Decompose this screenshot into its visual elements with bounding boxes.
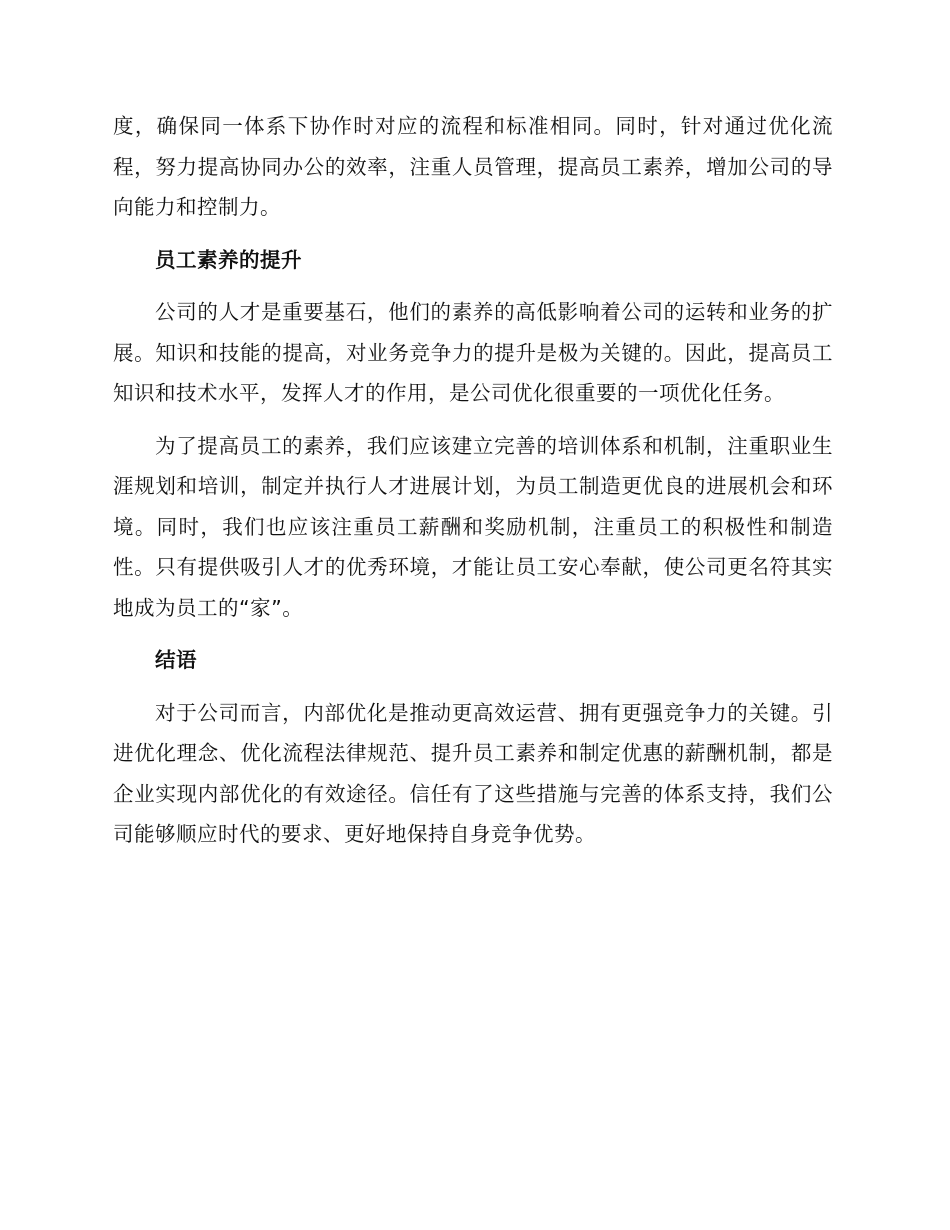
staff-quality-heading: 员工素养的提升	[155, 247, 302, 272]
conclusion-paragraph: 对于公司而言，内部优化是推动更高效运营、拥有更强竞争力的关键。引进优化理念、优化流程法律规范、提升员工素养和制定优惠的薪酬机制，都是企业实现内部优化的有效途径。信任有了这些措施与完善的体系支持，我们公司能够顺应时代的要求、更好地保持自身竞争优势。	[113, 700, 833, 846]
document-page	[113, 106, 833, 855]
staff-quality-paragraph-2: 为了提高员工的素养，我们应该建立完善的培训体系和机制，注重职业生涯规划和培训，制定并执行人才进展计划，为员工制造更优良的进展机会和环境。同时，我们也应该注重员工薪酬和奖励机制，注重员工的积极性和制造性。只有提供吸引人才的优秀环境，才能让员工安心奉献，使公司更名符其实地成为员工的“家”。	[113, 433, 833, 620]
conclusion-heading: 结语	[155, 648, 197, 672]
intro-paragraph: 度，确保同一体系下协作时对应的流程和标准相同。同时，针对通过优化流程，努力提高协同办公的效率，注重人员管理，提高员工素养，增加公司的导向能力和控制力。	[113, 114, 833, 219]
staff-quality-paragraph-1: 公司的人才是重要基石，他们的素养的高低影响着公司的运转和业务的扩展。知识和技能的提高，对业务竞争力的提升是极为关键的。因此，提高员工知识和技术水平，发挥人才的作用，是公司优化很重要的一项优化任务。	[113, 300, 833, 405]
